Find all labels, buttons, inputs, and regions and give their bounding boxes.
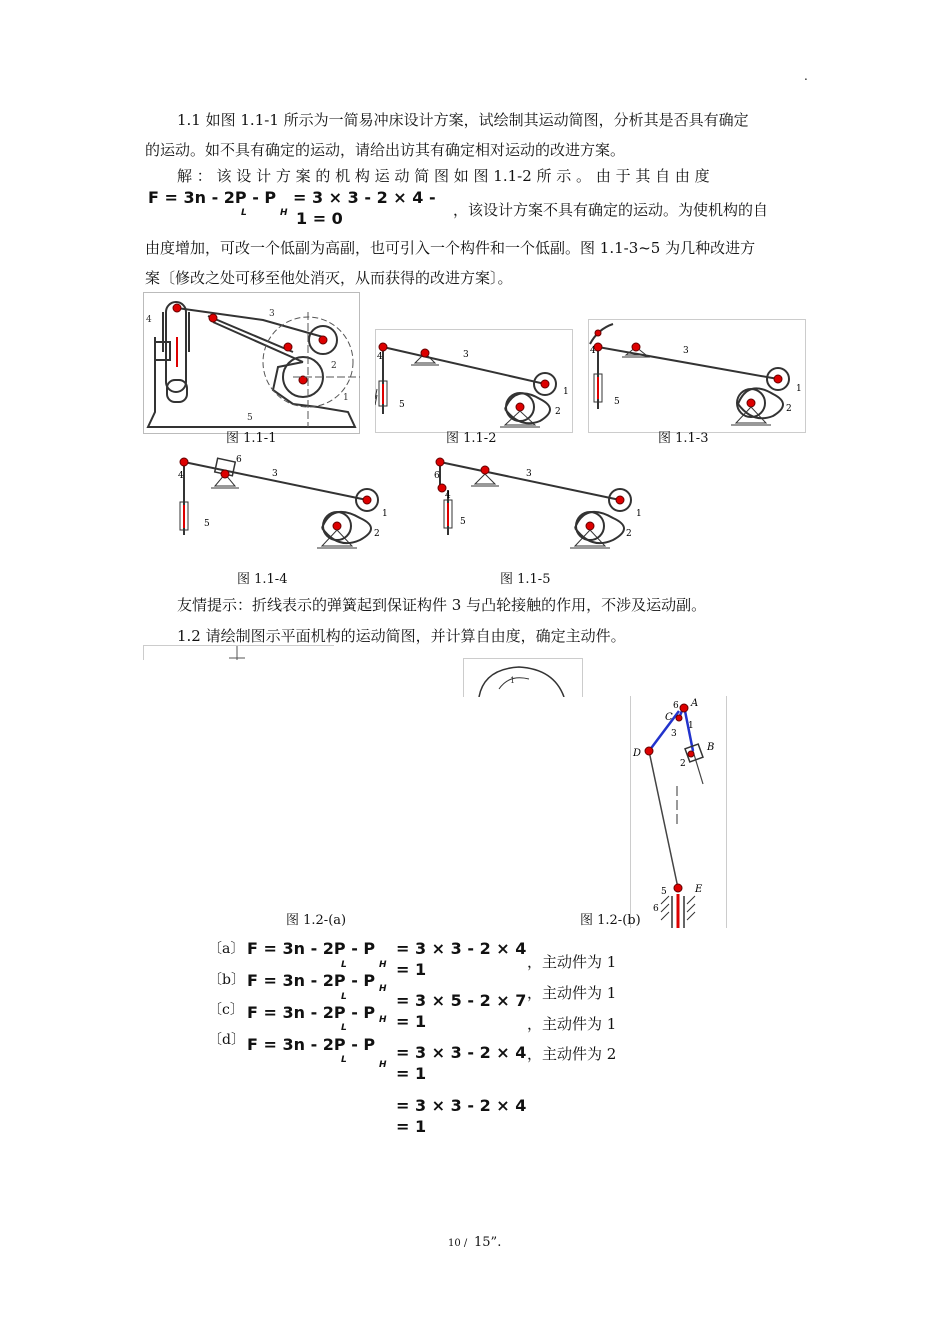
answer-c-tail: ，主动件为 1 [527, 1015, 617, 1033]
label-6: 6 [434, 471, 440, 481]
figure-1-1-5 [430, 450, 648, 558]
label-6: 6 [673, 701, 679, 711]
figure-1-1-3 [588, 319, 806, 433]
label-2: 2 [626, 529, 632, 539]
label-6: 6 [236, 455, 242, 465]
formula-sub-h: H [280, 208, 288, 218]
formula-sub-l: L [241, 208, 247, 218]
label-5: 5 [399, 400, 405, 410]
figure-1-2-b [630, 696, 727, 928]
answer-d-tail: ，主动件为 2 [527, 1045, 617, 1063]
solution-line1: 解 ： 该 设 计 方 案 的 机 构 运 动 简 图 如 图 1.1-2 所 示 。 由 于 其 自 由 度 [177, 167, 710, 185]
caption-1-1-4: 图 1.1-4 [237, 572, 288, 587]
caption-1-1-1: 图 1.1-1 [226, 431, 277, 446]
figure-1-1-2 [375, 329, 573, 433]
label-A: A [691, 698, 699, 709]
answer-d-sub-h: H [379, 1060, 387, 1070]
extra-rhs1: = 3 × 3 - 2 × 4 [396, 1096, 527, 1115]
label-E: E [695, 884, 703, 895]
label-4: 4 [445, 491, 451, 501]
caption-1-1-2: 图 1.1-2 [446, 431, 497, 446]
figure-1-1-1 [143, 292, 360, 434]
label-4: 4 [146, 315, 152, 325]
figure-1-1-4 [172, 450, 390, 558]
caption-1-2-a: 图 1.2-(a) [286, 913, 347, 928]
footer-page: 10 / [448, 1238, 468, 1249]
solution-tail: ，该设计方案不具有确定的运动。为使机构的自 [453, 201, 769, 219]
label-4: 4 [377, 352, 383, 362]
answer-d-label: 〔d〕 [208, 1032, 245, 1048]
answer-d-lhs: F = 3n - 2P - P [247, 1035, 376, 1054]
answer-a-rhs1: = 3 × 3 - 2 × 4 [396, 939, 527, 958]
answer-b-sub-l: L [341, 992, 347, 1002]
label-1: 1 [382, 509, 388, 519]
answer-b-sub-h: H [379, 984, 387, 994]
caption-1-1-3: 图 1.1-3 [658, 431, 709, 446]
label-C: C [665, 712, 673, 723]
figure-1-2-fragment-2 [463, 658, 583, 697]
label-3: 3 [526, 469, 532, 479]
figure-1-2-a-fragment [143, 645, 334, 660]
problem-1-2-line1: 1.2 请绘制图示平面机构的运动简图，并计算自由度，确定主动件。 [177, 627, 626, 645]
answer-a-lhs: F = 3n - 2P - P [247, 939, 376, 958]
label-4: 4 [178, 471, 184, 481]
label-2: 2 [786, 404, 792, 414]
label-1: 1 [563, 387, 569, 397]
footer-total: 15”. [474, 1235, 502, 1250]
problem-1-1-line1: 1.1 如图 1.1-1 所示为一简易冲床设计方案，试绘制其运动简图，分析其是否具有确定 [177, 111, 749, 129]
answer-c-sub-l: L [341, 1023, 347, 1033]
tip-text: 友情提示：折线表示的弹簧起到保证构件 3 与凸轮接触的作用，不涉及运动副。 [177, 596, 707, 614]
answer-b-lhs: F = 3n - 2P - P [247, 971, 376, 990]
label-4: 4 [590, 346, 596, 356]
solution-line4: 案〔修改之处可移至他处消灭，从而获得的改进方案〕。 [145, 269, 513, 287]
answer-c-lhs: F = 3n - 2P - P [247, 1003, 376, 1022]
answer-a-sub-l: L [341, 960, 347, 970]
label-5: 5 [247, 413, 253, 423]
label-1: 1 [636, 509, 642, 519]
formula-rhs-bottom: 1 = 0 [296, 209, 343, 228]
problem-1-1-line2: 的运动。如不具有确定的运动，请给出访其有确定相对运动的改进方案。 [145, 141, 626, 159]
caption-1-1-5: 图 1.1-5 [500, 572, 551, 587]
answer-a-sub-h: H [379, 960, 387, 970]
label-B: B [707, 742, 715, 753]
label-6b: 6 [653, 904, 659, 914]
label-3: 3 [463, 350, 469, 360]
extra-rhs2: = 1 [396, 1117, 427, 1136]
label-3: 3 [272, 469, 278, 479]
answer-c-rhs1: = 3 × 5 - 2 × 7 [396, 991, 527, 1010]
formula-rhs-top: = 3 × 3 - 2 × 4 - [293, 188, 436, 207]
label-2: 2 [680, 759, 686, 769]
answer-c-rhs2: = 1 [396, 1012, 427, 1031]
label-1: 1 [343, 393, 349, 403]
label-2: 2 [555, 407, 561, 417]
answer-d-rhs1: = 3 × 3 - 2 × 4 [396, 1043, 527, 1062]
label-5: 5 [460, 517, 466, 527]
solution-line3: 由度增加，可改一个低副为高副，也可引入一个构件和一个低副。图 1.1-3~5 为几种改进方 [145, 239, 756, 257]
header-dot: . [804, 69, 808, 83]
label-3: 3 [269, 309, 275, 319]
label-1: 1 [510, 676, 516, 685]
answer-a-rhs2: = 1 [396, 960, 427, 979]
formula-lhs: F = 3n - 2P - P [148, 188, 277, 207]
label-2: 2 [374, 529, 380, 539]
answer-a-label: 〔a〕 [208, 941, 245, 957]
label-3: 3 [671, 729, 677, 739]
answer-b-label: 〔b〕 [208, 972, 245, 988]
answer-c-label: 〔c〕 [208, 1002, 244, 1018]
label-5: 5 [204, 519, 210, 529]
caption-1-2-b: 图 1.2-(b) [580, 913, 641, 928]
label-2: 2 [331, 361, 337, 371]
answer-d-sub-l: L [341, 1055, 347, 1065]
answer-c-sub-h: H [379, 1015, 387, 1025]
answer-b-tail: ，主动件为 1 [527, 984, 617, 1002]
answer-a-tail: ，主动件为 1 [527, 953, 617, 971]
answer-d-rhs2: = 1 [396, 1064, 427, 1083]
label-1: 1 [796, 384, 802, 394]
label-5: 5 [661, 887, 667, 897]
label-5: 5 [614, 397, 620, 407]
label-1: 1 [688, 721, 694, 731]
label-D: D [633, 748, 642, 759]
label-3: 3 [683, 346, 689, 356]
